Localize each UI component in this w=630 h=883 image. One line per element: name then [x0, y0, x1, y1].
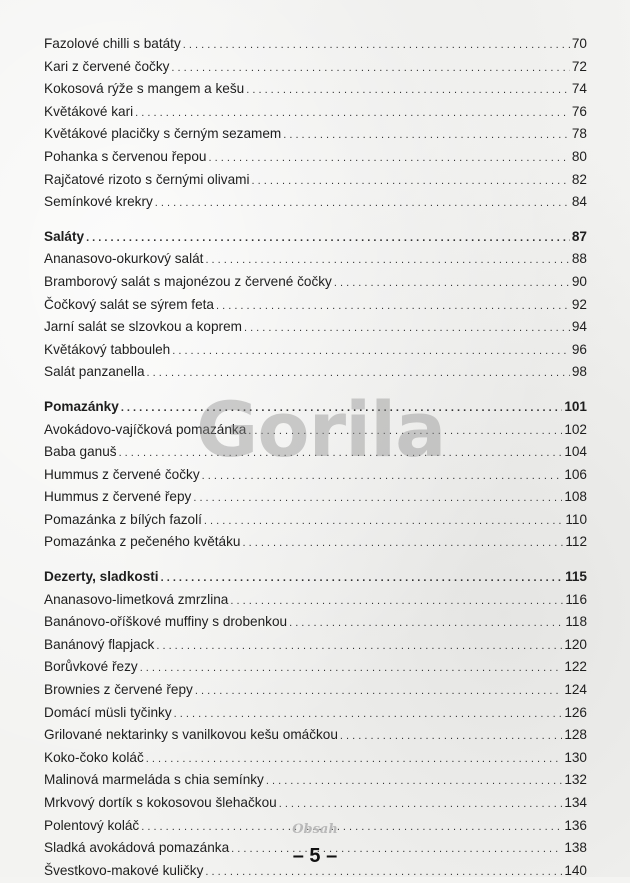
- section-page-number: 115: [565, 569, 587, 585]
- toc-entry: [44, 191, 587, 214]
- entry-title: Domácí müsli tyčinky: [44, 704, 172, 720]
- toc-entry: [44, 531, 587, 554]
- dot-leader: [208, 147, 569, 170]
- dot-leader: [161, 567, 563, 590]
- entry-title: Brownies z červené řepy: [44, 682, 193, 698]
- entry-page-number: 90: [571, 273, 587, 289]
- dot-leader: [156, 635, 562, 658]
- dot-leader: [266, 770, 562, 793]
- entry-title: Semínkové krekry: [44, 194, 153, 210]
- toc-entry: [44, 679, 587, 702]
- section-title: Saláty: [44, 228, 85, 244]
- entry-page-number: 76: [571, 103, 587, 119]
- dot-leader: [242, 532, 563, 555]
- dot-leader: [334, 272, 570, 295]
- entry-page-number: 102: [564, 421, 587, 437]
- dot-leader: [172, 340, 570, 363]
- entry-page-number: 84: [571, 194, 587, 210]
- entry-page-number: 118: [565, 614, 587, 630]
- toc-entry: [44, 702, 587, 725]
- dot-leader: [140, 657, 563, 680]
- entry-title: Hummus z červené čočky: [44, 466, 200, 482]
- dot-leader: [204, 510, 563, 533]
- entry-page-number: 70: [571, 36, 587, 51]
- entry-title: Rajčatové rizoto s černými olivami: [44, 171, 250, 187]
- entry-page-number: 108: [564, 489, 587, 505]
- entry-page-number: 98: [571, 364, 587, 380]
- dot-leader: [155, 192, 570, 215]
- dot-leader: [183, 34, 570, 57]
- section-title: Pomazánky: [44, 398, 119, 414]
- entry-page-number: 78: [571, 126, 587, 142]
- section-page-number: 87: [571, 228, 587, 244]
- entry-title: Bramborový salát s majonézou z červené čočky: [44, 273, 332, 289]
- entry-title: Salát panzanella: [44, 364, 145, 380]
- toc-entry: [44, 792, 587, 815]
- section-page-number: 101: [564, 398, 587, 414]
- entry-page-number: 72: [571, 58, 587, 74]
- page-number: – 5 –: [292, 845, 338, 867]
- toc-section-heading: [44, 226, 587, 249]
- dot-leader: [340, 725, 562, 748]
- dot-leader: [244, 317, 570, 340]
- entry-title: Jarní salát se slzovkou a koprem: [44, 319, 242, 335]
- entry-page-number: 140: [564, 862, 587, 878]
- watermark-logo: Gorila: [196, 385, 446, 474]
- dot-leader: [147, 362, 570, 385]
- toc-entry: [44, 101, 587, 124]
- entry-page-number: 138: [564, 840, 587, 856]
- dot-leader: [289, 612, 563, 635]
- entry-page-number: 74: [571, 81, 587, 97]
- toc-entry: [44, 169, 587, 192]
- toc-section: [44, 226, 587, 384]
- entry-title: Čočkový salát se sýrem feta: [44, 296, 214, 312]
- toc-entry: [44, 361, 587, 384]
- entry-page-number: 80: [571, 148, 587, 164]
- toc-entry: [44, 589, 587, 612]
- dot-leader: [246, 79, 570, 102]
- toc-entry: [44, 316, 587, 339]
- entry-title: Kari z červené čočky: [44, 58, 170, 74]
- entry-title: Fazolové chilli s batáty: [44, 36, 181, 51]
- entry-title: Ananasovo-limetková zmrzlina: [44, 591, 229, 607]
- entry-title: Pohanka s červenou řepou: [44, 148, 207, 164]
- entry-title: Baba ganuš: [44, 444, 117, 460]
- section-title: Dezerty, sladkosti: [44, 569, 159, 585]
- entry-page-number: 82: [571, 171, 587, 187]
- entry-title: Hummus z červené řepy: [44, 489, 192, 505]
- entry-title: Malinová marmeláda s chia semínky: [44, 772, 264, 788]
- toc-entry: [44, 56, 587, 79]
- entry-title: Banánový flapjack: [44, 636, 155, 652]
- entry-page-number: 120: [564, 636, 587, 652]
- entry-page-number: 116: [565, 591, 587, 607]
- toc-entry: [44, 248, 587, 271]
- entry-title: Borůvkové řezy: [44, 659, 138, 675]
- entry-page-number: 88: [571, 251, 587, 267]
- toc-entry: [44, 769, 587, 792]
- dot-leader: [283, 124, 570, 147]
- entry-page-number: 104: [564, 444, 587, 460]
- toc-entry: [44, 146, 587, 169]
- toc-entry: [44, 747, 587, 770]
- dot-leader: [171, 57, 569, 80]
- dot-leader: [216, 295, 570, 318]
- entry-title: Ananasovo-okurkový salát: [44, 251, 204, 267]
- entry-title: Pomazánka z bílých fazolí: [44, 511, 202, 527]
- entry-page-number: 126: [564, 704, 587, 720]
- entry-page-number: 112: [565, 534, 587, 550]
- dot-leader: [251, 170, 569, 193]
- entry-page-number: 94: [571, 319, 587, 335]
- toc-entry: [44, 611, 587, 634]
- entry-page-number: 124: [564, 682, 587, 698]
- entry-title: Banánovo-oříškové muffiny s drobenkou: [44, 614, 288, 630]
- toc-entry: [44, 656, 587, 679]
- toc-section-heading: [44, 566, 587, 589]
- entry-page-number: 96: [571, 341, 587, 357]
- entry-title: Sladká avokádová pomazánka: [44, 840, 230, 856]
- entry-title: Švestkovo-makové kuličky: [44, 862, 204, 878]
- toc-entry: [44, 271, 587, 294]
- entry-page-number: 128: [564, 727, 587, 743]
- dot-leader: [230, 590, 563, 613]
- entry-title: Květákové placičky s černým sezamem: [44, 126, 282, 142]
- entry-page-number: 136: [564, 817, 587, 833]
- toc-entry: [44, 339, 587, 362]
- entry-page-number: 132: [564, 772, 587, 788]
- entry-page-number: 110: [565, 511, 587, 527]
- entry-page-number: 134: [564, 795, 587, 810]
- entry-title: Koko-čoko koláč: [44, 749, 144, 765]
- entry-title: Pomazánka z pečeného květáku: [44, 534, 241, 550]
- entry-title: Polentový koláč: [44, 817, 140, 833]
- entry-title: Avokádovo-vajíčková pomazánka: [44, 421, 247, 437]
- toc-entry: [44, 634, 587, 657]
- toc-entry: [44, 294, 587, 317]
- toc-section: [44, 33, 587, 214]
- toc-entry: [44, 33, 587, 56]
- dot-leader: [86, 227, 570, 250]
- toc-entry: [44, 78, 587, 101]
- entry-page-number: 130: [564, 749, 587, 765]
- entry-title: Grilované nektarinky s vanilkovou kešu omáčkou: [44, 727, 338, 743]
- footer-section-label: Obsah: [292, 822, 338, 837]
- entry-title: Mrkvový dortík s kokosovou šlehačkou: [44, 795, 277, 810]
- toc-entry: [44, 123, 587, 146]
- dot-leader: [146, 748, 563, 771]
- dot-leader: [193, 487, 562, 510]
- dot-leader: [279, 793, 563, 816]
- entry-page-number: 106: [564, 466, 587, 482]
- entry-page-number: 92: [571, 296, 587, 312]
- entry-page-number: 122: [564, 659, 587, 675]
- dot-leader: [205, 249, 569, 272]
- dot-leader: [174, 703, 563, 726]
- entry-title: Květákové kari: [44, 103, 134, 119]
- toc-entry: [44, 724, 587, 747]
- toc-entry: [44, 486, 587, 509]
- dot-leader: [195, 680, 562, 703]
- entry-title: Kokosová rýže s mangem a kešu: [44, 81, 245, 97]
- dot-leader: [135, 102, 570, 125]
- toc-entry: [44, 509, 587, 532]
- entry-title: Květákový tabbouleh: [44, 341, 171, 357]
